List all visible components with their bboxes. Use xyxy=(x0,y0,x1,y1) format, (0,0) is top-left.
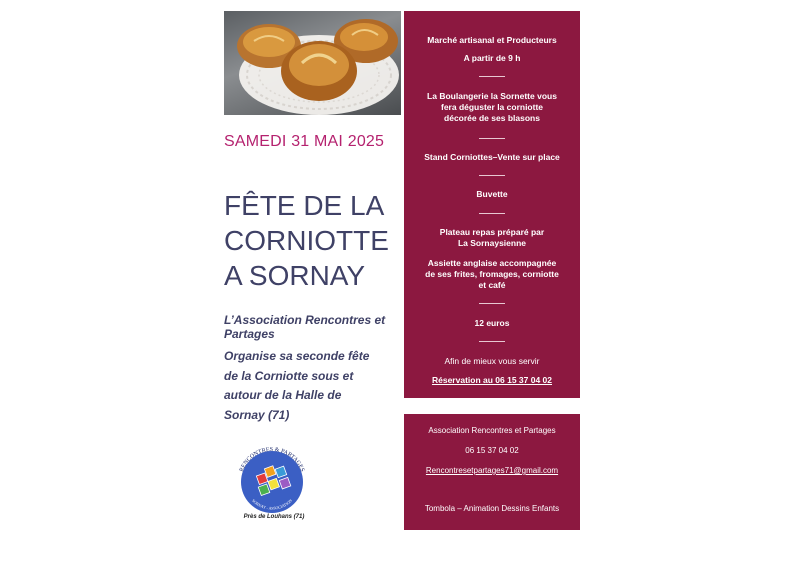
buvette-text: Buvette xyxy=(476,189,508,199)
assiette-line: et café xyxy=(478,280,506,290)
event-title xyxy=(224,188,404,293)
bakery-line: La Boulangerie la Sornette vous xyxy=(427,91,557,101)
price-text: 12 euros xyxy=(474,318,510,328)
organise-line: autour de la Halle de xyxy=(224,388,342,402)
service-text: Afin de mieux vous servir xyxy=(444,356,540,366)
bakery-line: décorée de ses blasons xyxy=(444,113,540,123)
contact-name: Association Rencontres et Partages xyxy=(428,426,556,435)
association-line: Partages xyxy=(224,327,275,341)
plateau-line: Plateau repas préparé par xyxy=(439,227,545,237)
organise-line: de la Corniotte sous et xyxy=(224,368,354,383)
association-name xyxy=(224,313,399,341)
logo-top-text: RENCONTRES & PARTAGES xyxy=(238,446,306,473)
organise-line: Organise sa seconde fête xyxy=(224,349,370,363)
assiette-line: Assiette anglaise accompagnée xyxy=(427,258,557,268)
organise-line: Sornay (71) xyxy=(224,407,290,422)
corniotte-photo xyxy=(224,11,401,115)
separator xyxy=(479,76,505,77)
separator xyxy=(479,341,505,342)
contact-panel xyxy=(404,414,580,530)
start-time: A partir de 9 h xyxy=(463,53,521,63)
stand-text: Stand Corniottes–Vente sur place xyxy=(424,152,560,162)
separator xyxy=(479,213,505,214)
plateau-line: La Sornaysienne xyxy=(457,238,527,248)
contact-email-link[interactable]: Rencontresetpartages71@gmail.com xyxy=(425,466,559,475)
assiette-line: de ses frites, fromages, corniotte xyxy=(425,269,559,279)
corniotte-pastry-image xyxy=(224,11,401,115)
bakery-line: fera déguster la corniotte xyxy=(440,102,544,112)
organise-text xyxy=(224,347,404,425)
event-date: SAMEDI 31 MAI 2025 xyxy=(224,133,385,150)
activities-text: Tombola – Animation Dessins Enfants xyxy=(424,504,560,513)
market-text: Marché artisanal et Producteurs xyxy=(427,35,557,45)
logo-caption: Près de Louhans (71) xyxy=(243,514,305,520)
title-line: CORNIOTTE xyxy=(224,225,389,256)
separator xyxy=(479,175,505,176)
separator xyxy=(479,138,505,139)
reservation-link[interactable]: Réservation au 06 15 37 04 02 xyxy=(431,375,553,385)
separator xyxy=(479,303,505,304)
assiette-text xyxy=(410,258,574,291)
contact-phone: 06 15 37 04 02 xyxy=(465,446,519,455)
program-panel xyxy=(404,11,580,398)
title-line: FÊTE DE LA xyxy=(224,190,385,221)
association-line: L’Association Rencontres et xyxy=(224,313,386,327)
title-line: A SORNAY xyxy=(224,260,366,291)
bakery-text xyxy=(410,91,574,124)
logo-bottom-text: SORNAY - ASSOCIATION xyxy=(250,497,294,511)
plateau-text xyxy=(410,227,574,249)
